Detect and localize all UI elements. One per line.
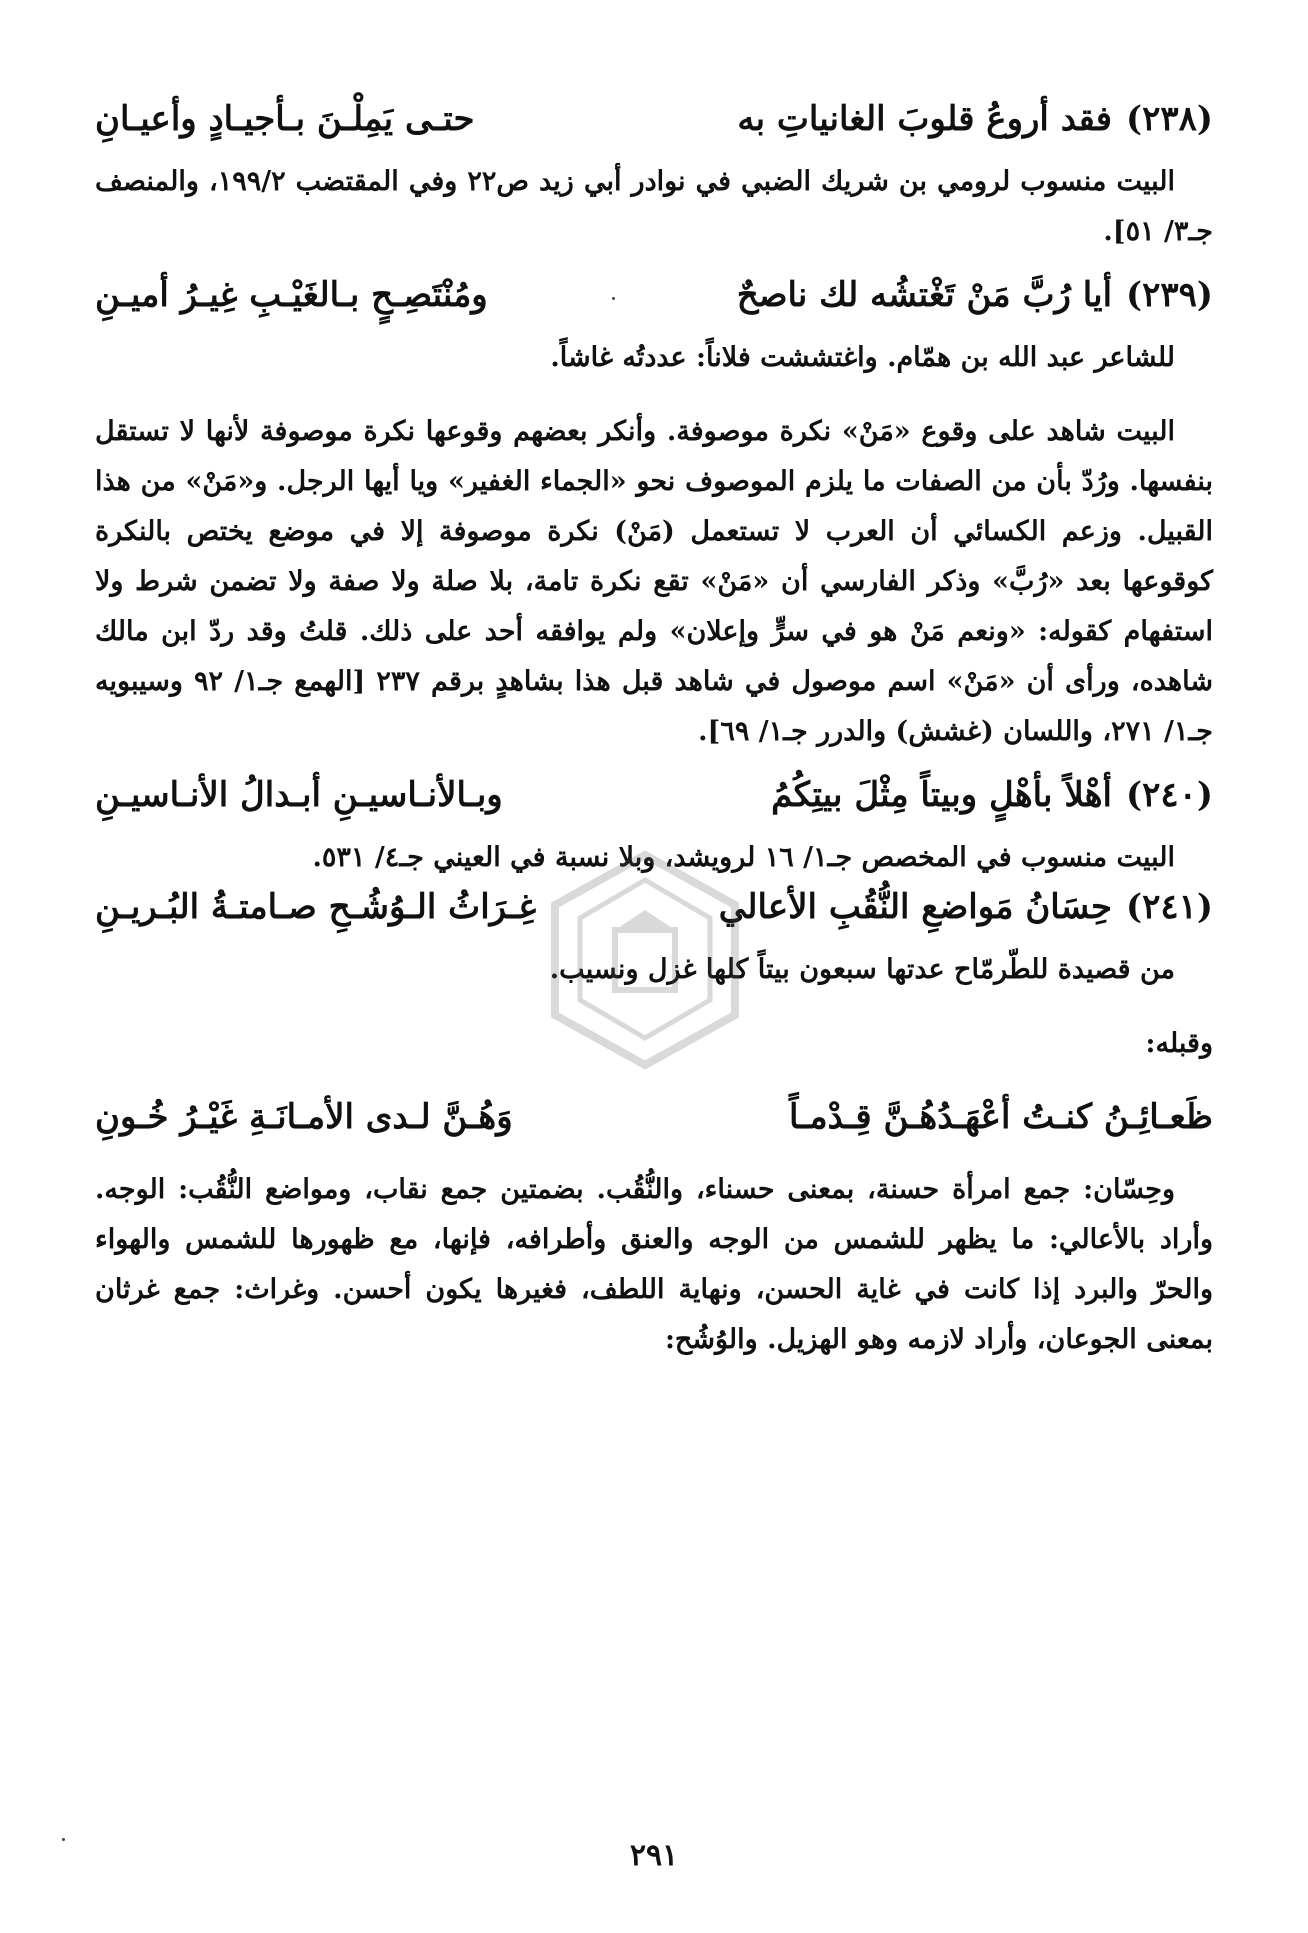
entry-number: (٢٤٠) [1126,775,1213,815]
verse-first-hemistich: (٢٤٠)أهْلاً بأهْلٍ وبيتاً مِثْلَ بيتِكُمُ [771,775,1213,815]
before-label: وقبله: [1145,1028,1213,1059]
verse-second-hemistich: غِـرَاثُ الـوُشُـحِ صـامتـةُ البُـريـنِ [95,887,537,927]
verse-239 [95,271,1213,319]
verse-first-hemistich: (٢٤١)حِسَانُ مَواضعِ النُّقُبِ الأعالي [718,887,1213,927]
verse-first-hemistich: (٢٣٨)فقد أروعُ قلوبَ الغانياتِ به [737,99,1213,139]
verse-240 [95,771,1213,819]
verse-first-hemistich: ظَعـائِـنُ كنـتُ أعْهَـدُهُـنَّ قِـدْمـاً [789,1097,1213,1137]
note-241: من قصيدة للطّرمّاح عدتها سبعون بيتاً كلها غزل ونسيب. [549,954,1175,985]
verse-first-hemistich: (٢٣٩)أيا رُبَّ مَنْ تَغْتشُه لك ناصحٌ [736,275,1213,315]
scan-speck [62,1838,65,1841]
note-241-explanation: وحِسّان: جمع امرأة حسنة، بمعنى حسناء، والنُّقُب. بضمتين جمع نقاب، ومواضع النُّقُب: الوجه. وأراد بالأعالي: ما يظهر للشمس من الوجه والعنق وأطرافه، فإنها، مع ظهورها للشمس والهواء والحرّ والبرد إذا كانت في غاية الحسن، ونهاية اللطف، فغيرها يكون أحسن. وغراث: جمع غرثان بمعنى الجوعان، وأراد لازمه وهو الهزيل. والوُشُح: [95,1174,1213,1355]
note-239-commentary: البيت شاهد على وقوع «مَنْ» نكرة موصوفة. وأنكر بعضهم وقوعها نكرة موصوفة لأنها لا تستقل بنفسها. ورُدّ بأن من الصفات ما يلزم الموصوف نحو «الجماء الغفير» ويا أيها الرجل. و«مَنْ» من هذا القبيل. وزعم الكسائي أن العرب لا تستعمل (مَنْ) نكرة موصوفة إلا في موضع يختص بالنكرة كوقوعها بعد «رُبَّ» وذكر الفارسي أن «مَنْ» تقع نكرة تامة، بلا صلة ولا صفة ولا تضمن شرط ولا استفهام كقوله: «ونعم مَنْ هو في سرٍّ وإعلان» ولم يوافقه أحد على ذلك. قلتُ وقد ردّ ابن مالك شاهده، ورأى أن «مَنْ» اسم موصول في شاهد قبل هذا بشاهدٍ برقم ٢٣٧ [الهمع جـ١/ ٩٢ وسيبويه جـ١/ ٢٧١، واللسان (غشش) والدرر جـ١/ ٦٩]. [95,416,1213,747]
verse-241-preceding [95,1093,1213,1141]
verse-second-hemistich: وَهُـنَّ لـدى الأمـانَـةِ غَيْـرُ خُـونِ [95,1097,513,1137]
entry-number: (٢٣٨) [1126,99,1213,139]
note-239-poet: للشاعر عبد الله بن همّام. واغتششت فلاناً: عددتُه غاشاً. [550,342,1175,373]
verse-second-hemistich: ومُنْتَصِـحٍ بـالغَيْـبِ غِيـرُ أميـنِ [95,275,488,315]
verse-second-hemistich: وبـالأنـاسيـنِ أبـدالُ الأنـاسيـنِ [95,775,503,815]
entry-number: (٢٣٩) [1126,275,1213,315]
scan-speck [612,297,615,300]
entry-number: (٢٤١) [1126,887,1213,927]
library-seal-watermark [545,850,745,1080]
verse-second-hemistich: حتـى يَمِلْـنَ بـأجيـادٍ وأعيـانِ [95,99,475,139]
page-number: ٢٩١ [629,1838,679,1873]
note-240: البيت منسوب في المخصص جـ١/ ١٦ لرويشد، وبلا نسبة في العيني جـ٤/ ٥٣١. [312,842,1175,873]
verse-238 [95,95,1213,143]
note-238: البيت منسوب لرومي بن شريك الضبي في نوادر أبي زيد ص٢٢ وفي المقتضب ١٩٩/٢، والمنصف جـ٣/ ٥١]. [95,166,1213,247]
